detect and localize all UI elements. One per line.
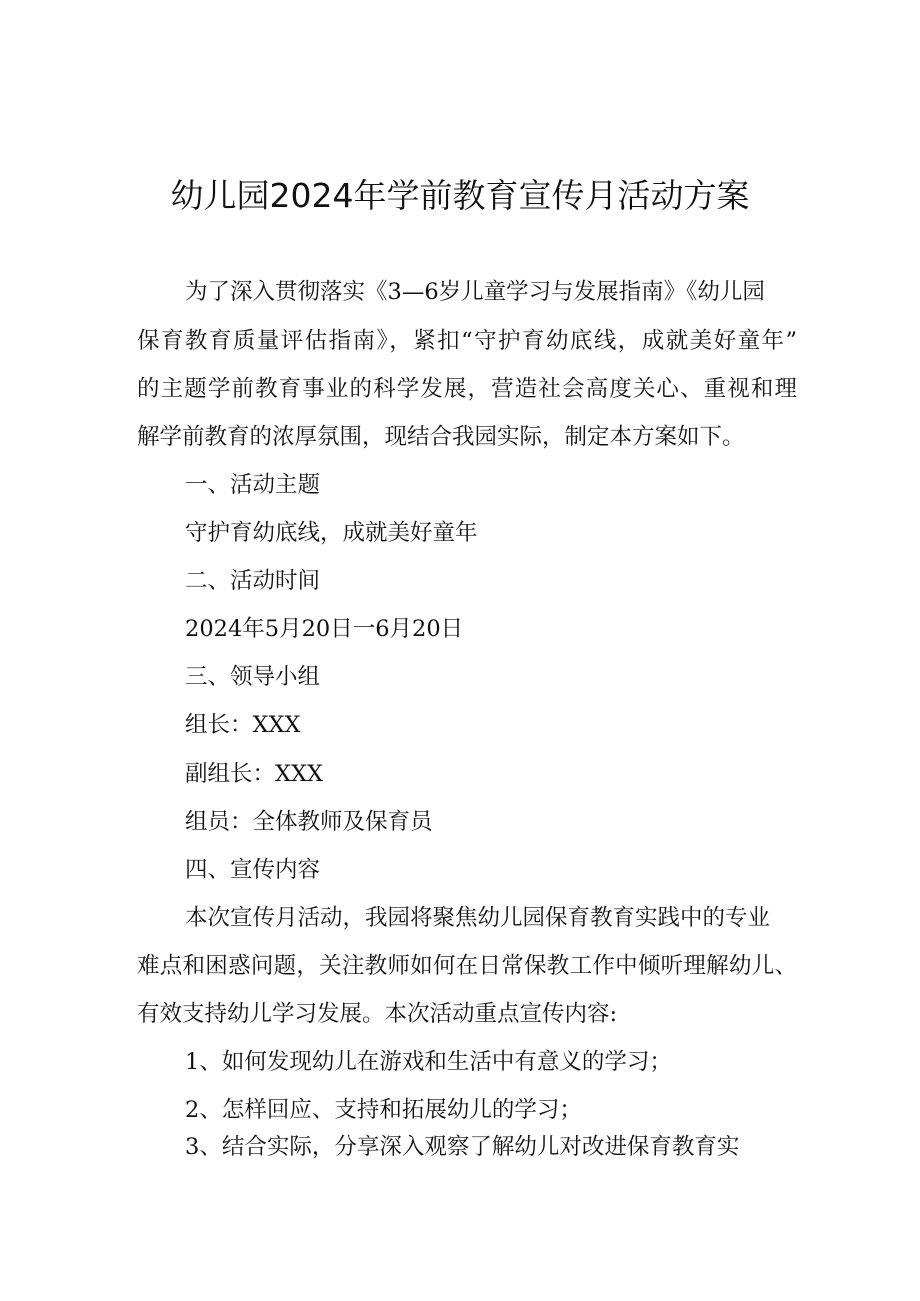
content-item-1: 1、如何发现幼儿在游戏和生活中有意义的学习； (185, 1049, 672, 1075)
section-3-heading: 三、领导小组 (185, 664, 321, 690)
content-item-2: 2、怎样回应、支持和拓展幼儿的学习； (185, 1097, 582, 1123)
intro-line-4: 解学前教育的浓厚氛围，现结合我园实际，制定本方案如下。 (137, 424, 745, 450)
intro-line-3: 的主题学前教育事业的科学发展，营造社会高度关心、重视和理 (137, 376, 797, 402)
section-4-para-line-3: 有效支持幼儿学习发展。本次活动重点宣传内容: (137, 1001, 618, 1027)
section-1-text: 守护育幼底线，成就美好童年 (185, 520, 478, 546)
intro-line-1: 为了深入贯彻落实《3—6岁儿童学习与发展指南》《幼儿园 (185, 279, 765, 305)
group-leader: 组长：XXX (185, 712, 301, 738)
section-1-heading: 一、活动主题 (185, 472, 321, 498)
section-4-para-line-2: 难点和困惑问题，关注教师如何在日常保教工作中倾听理解幼儿、 (137, 953, 797, 979)
group-members: 组员：全体教师及保育员 (185, 809, 433, 835)
intro-line-2: 保育教育质量评估指南》，紧扣“守护育幼底线，成就美好童年” (137, 328, 797, 354)
document-title: 幼儿园2024年学前教育宣传月活动方案 (170, 176, 750, 215)
content-item-3: 3、结合实际，分享深入观察了解幼儿对改进保育教育实 (185, 1134, 740, 1160)
section-2-heading: 二、活动时间 (185, 568, 321, 594)
section-4-para-line-1: 本次宣传月活动，我园将聚焦幼儿园保育教育实践中的专业 (185, 905, 771, 931)
section-4-heading: 四、宣传内容 (185, 857, 321, 883)
section-2-text: 2024年5月20日一6月20日 (185, 616, 464, 642)
group-deputy: 副组长：XXX (185, 761, 324, 787)
